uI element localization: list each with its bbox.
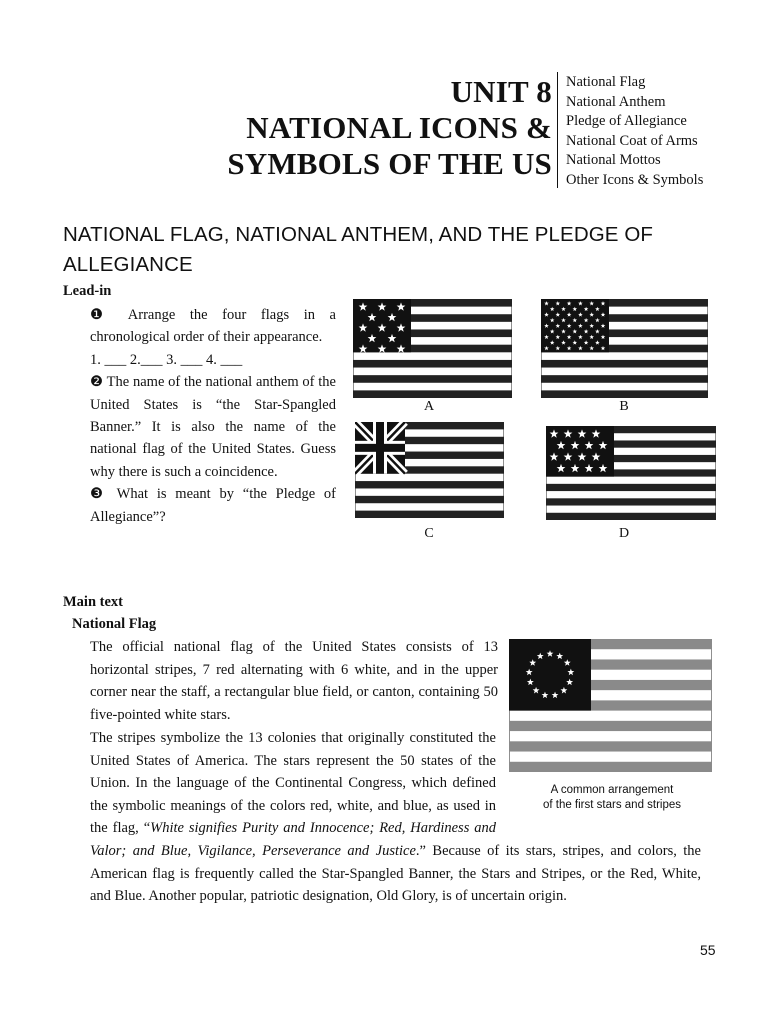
color-meaning-quote: White signifies Purity and Innocence; Red, Hardiness and Valor; and Blue, Vigilance, Perseverance and Justice	[90, 820, 496, 859]
flag-c-label: C	[424, 526, 434, 541]
topic-item: Other Icons & Symbols	[566, 171, 704, 188]
first-stars-and-stripes-image	[509, 639, 712, 772]
lead-in-questions	[90, 304, 336, 528]
unit-title-line: SYMBOLS OF THE US	[227, 146, 552, 181]
caption-line: of the first stars and stripes	[542, 799, 682, 811]
paragraph-2-start: The stripes symbolize the 13 colonies that originally constituted the United States of America. The stars represent the 50 states of the Union. In the language of the Continental Congress, which defined the symbolic meanings of the colors red, white, and blue, as used in the flag, “	[90, 730, 496, 837]
question-1	[90, 304, 336, 349]
answer-blanks: 1. ___ 2.___ 3. ___ 4. ___	[90, 351, 243, 368]
page-number: 55	[700, 942, 716, 958]
unit-title	[227, 74, 552, 182]
paragraph-1	[90, 636, 498, 726]
question-text: What is meant by “the Pledge of Allegiance”?	[90, 486, 336, 525]
title-divider	[557, 72, 558, 188]
flag-a-image	[353, 299, 512, 398]
flag-d-image	[546, 426, 716, 520]
question-2	[90, 371, 336, 483]
flag-b-label: B	[619, 399, 629, 414]
flag-c-image	[355, 422, 504, 518]
question-3	[90, 483, 336, 528]
paragraph-2-end: .” Because of its stars, stripes, and colors, the American flag is frequently called the Star-Spangled Banner, the Stars and Stripes, or the Red, White, and Blue. Another popular, patriotic designation, Old Glory, is of uncertain origin.	[90, 842, 701, 905]
flag-a-label: A	[423, 399, 435, 414]
unit-title-line: UNIT 8	[450, 74, 552, 109]
question-marker: ❶	[90, 307, 114, 323]
section-heading: NATIONAL FLAG, NATIONAL ANTHEM, AND THE PLEDGE OF ALLEGIANCE	[63, 223, 654, 276]
flag-d-label: D	[618, 526, 630, 541]
paragraph-1-text: The official national flag of the United States consists of 13 horizontal stripes, 7 red alternating with 6 white, and in the upper corner near the staff, a rectangular blue field, or canton, containing 50 five-pointed white stars.	[90, 639, 498, 723]
figure-caption	[512, 783, 712, 813]
topic-item: National Coat of Arms	[566, 132, 698, 149]
unit-title-line: NATIONAL ICONS &	[246, 110, 552, 145]
unit-topic-list	[566, 73, 703, 191]
topic-item: National Mottos	[566, 152, 661, 169]
question-marker: ❸	[90, 486, 109, 503]
flag-b-image	[541, 299, 708, 398]
topic-item: Pledge of Allegiance	[566, 113, 687, 130]
main-text-heading: Main text	[63, 594, 123, 610]
caption-line: A common arrangement	[550, 784, 674, 796]
question-text: Arrange the four flags in a chronological order of their appearance.	[90, 307, 336, 346]
question-marker: ❷	[90, 374, 104, 391]
topic-item: National Anthem	[566, 93, 666, 110]
lead-in-heading: Lead-in	[63, 283, 112, 299]
question-text: The name of the national anthem of the United States is “the Star-Spangled Banner.” It is also the name of the national flag of the United States. Guess why there is such a coincidence.	[90, 374, 336, 480]
topic-item: National Flag	[566, 74, 646, 90]
national-flag-subheading: National Flag	[72, 616, 157, 632]
